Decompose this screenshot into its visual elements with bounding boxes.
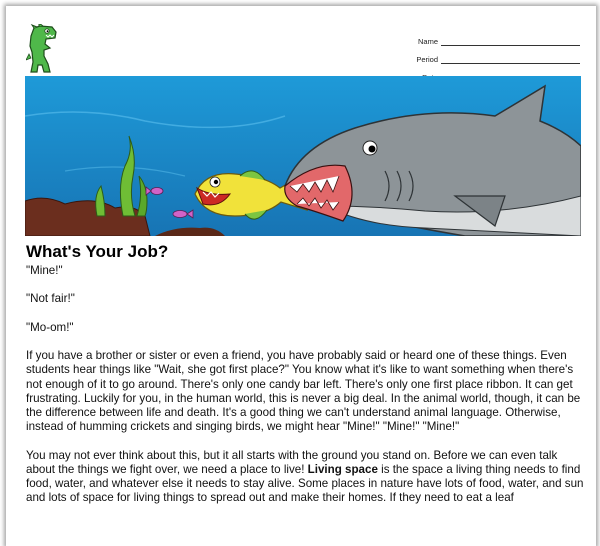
- paragraph-text: You may not ever think about this, but it all starts with the ground you stand on. Before we can even talk about the things we fight over, we need a place to live!: [26, 448, 558, 476]
- paragraph: "Mo-om!": [26, 320, 74, 334]
- name-row: [380, 32, 580, 46]
- paragraph-text: is the space a living thing needs to find food, water, and whatever else it needs to stay alive. Some places in nature have lots of food, water, and sun and lots of space for living things to spread out and make their homes. If they need to eat a leaf: [26, 462, 584, 505]
- paragraph: If you have a brother or sister or even a friend, you have probably said or heard one of these things. Even students hear things like "Wait, she got first place?" You know what it's like to want something when there's not enough of it to go around. There's only one candy bar left. There's only one first place ribbon. It can get frustrating. Luckily for you, in the human world, this is never a big deal. In the animal world, though, it can be the difference between life and death. It's a good thing we can't understand animal language. Otherwise, instead of humming crickets and singing birds, we might hear "Mine!" "Mine!" "Mine!": [26, 349, 581, 434]
- name-label: Name: [417, 37, 438, 46]
- period-line[interactable]: [441, 54, 580, 64]
- name-line[interactable]: [441, 36, 580, 46]
- paragraph: "Mine!": [26, 264, 63, 277]
- period-row: [380, 50, 580, 64]
- shark-and-fish-illustration: [25, 76, 581, 236]
- article-title: What's Your Job?: [26, 242, 169, 261]
- key-term-living-space: Living space: [307, 462, 378, 476]
- dinosaur-logo-icon: [26, 24, 62, 74]
- period-label: Period: [416, 55, 438, 64]
- paragraph: [26, 449, 586, 506]
- worksheet-page: [6, 6, 596, 546]
- paragraph: "Not fair!": [26, 292, 75, 306]
- article-body: [26, 264, 586, 520]
